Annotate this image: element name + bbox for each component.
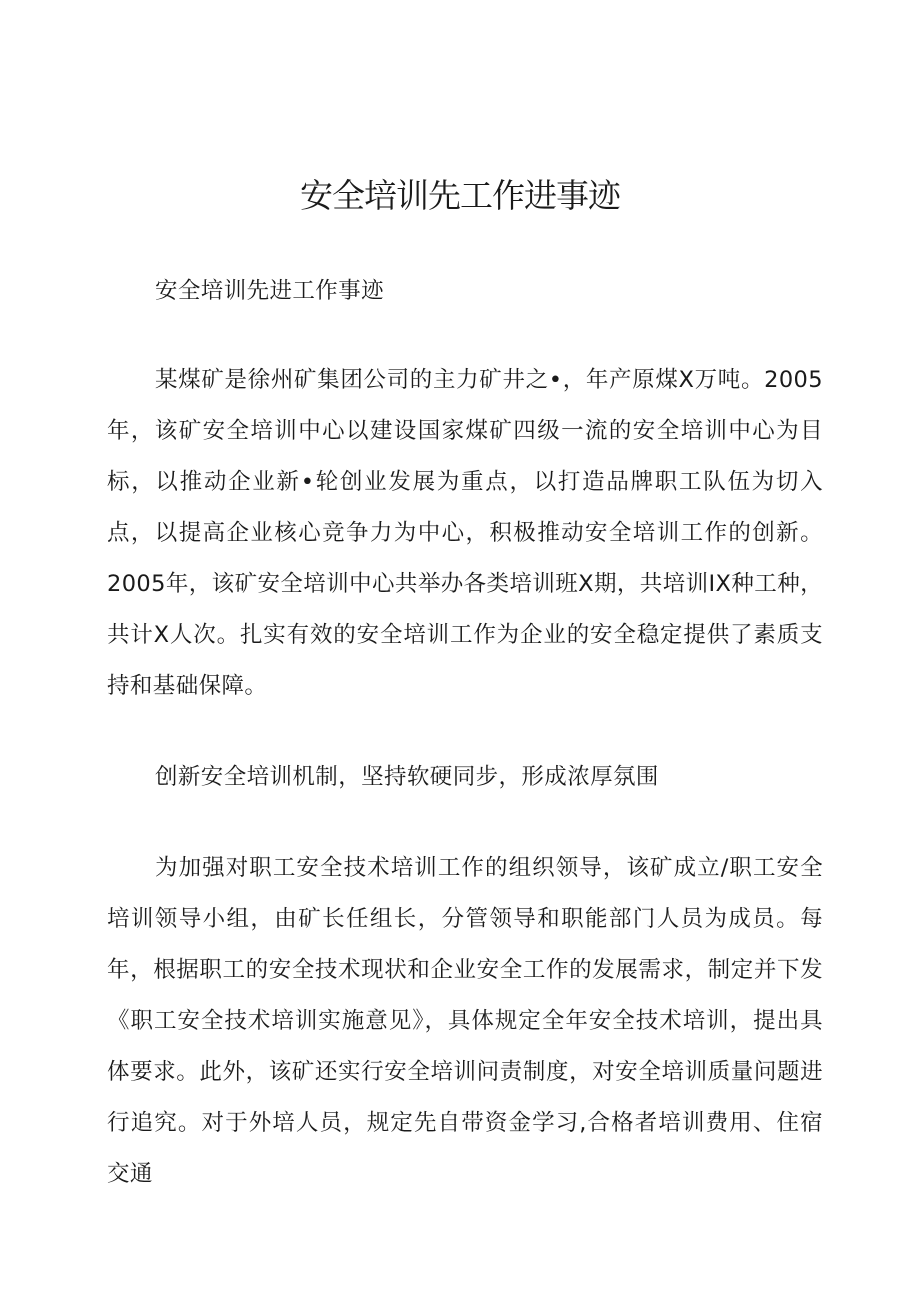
- paragraph-organization: 为加强对职工安全技术培训工作的组织领导，该矿成立/职工安全培训领导小组，由矿长任组长，分管领导和职能部门人员为成员。每年，根据职工的安全技术现状和企业安全工作的发展需求，制定并下发《职工安全技术培训实施意见》，具体规定全年安全技术培训，提出具体要求。此外，该矿还实行安全培训问责制度，对安全培训质量问题进行追究。对于外培人员，规定先自带资金学习,合格者培训费用、住宿交通: [107, 855, 823, 1187]
- document-body: [107, 266, 823, 1200]
- paragraph-intro: 某煤矿是徐州矿集团公司的主力矿井之•，年产原煤X万吨。2005年，该矿安全培训中心以建设国家煤矿四级一流的安全培训中心为目标，以推动企业新•轮创业发展为重点，以打造品牌职工队伍为切入点，以提高企业核心竞争力为中心，积极推动安全培训工作的创新。2005年，该矿安全培训中心共举办各类培训班X期，共培训IX种工种，共计X人次。扎实有效的安全培训工作为企业的安全稳定提供了素质支持和基础保障。: [107, 367, 823, 699]
- paragraph-section-heading: 创新安全培训机制，坚持软硬同步，形成浓厚氛围: [155, 764, 659, 790]
- paragraph-subtitle: 安全培训先进工作事迹: [155, 278, 385, 304]
- document-title: 安全培训先工作进事迹: [300, 176, 620, 215]
